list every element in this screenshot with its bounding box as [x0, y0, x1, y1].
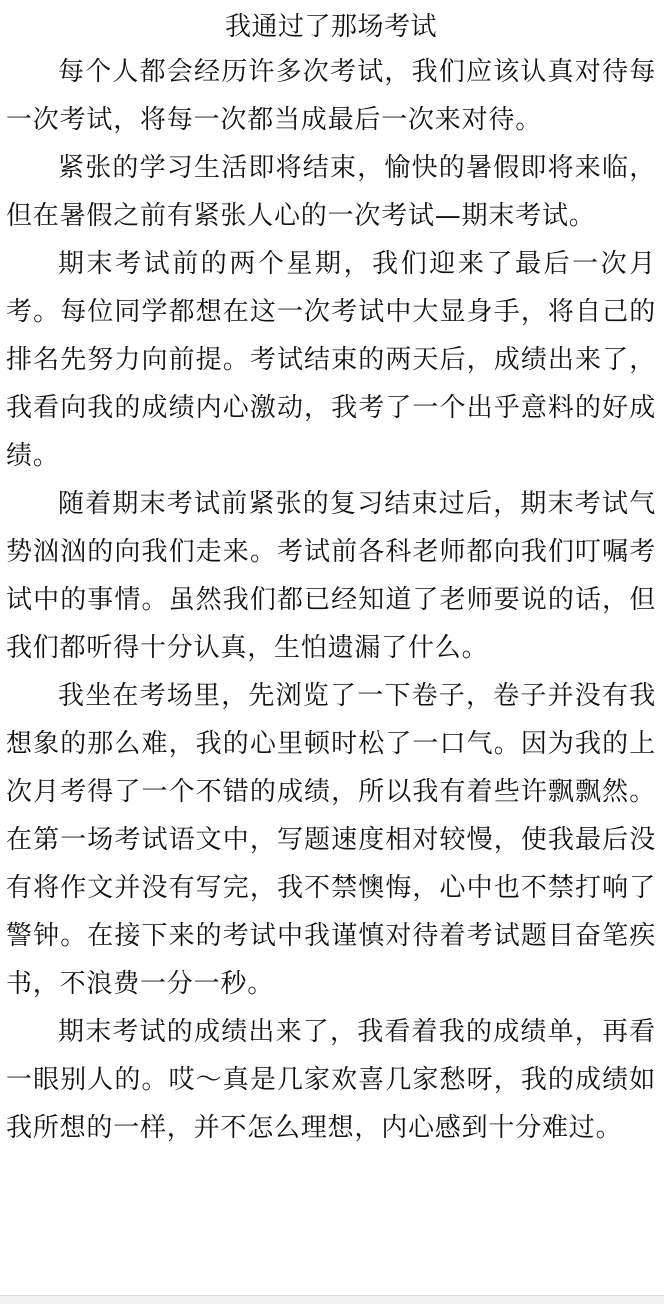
article-title: 我通过了那场考试	[224, 12, 437, 42]
article-paragraph: 期末考试的成绩出来了，我看着我的成绩单，再看一眼别人的。哎～真是几家欢喜几家愁呀，我的成绩如我所想的一样，并不怎么理想，内心感到十分难过。	[6, 1017, 656, 1143]
article-paragraph: 紧张的学习生活即将结束，愉快的暑假即将来临，但在暑假之前有紧张人心的一次考试—期末考试。	[6, 153, 656, 231]
bottom-divider	[0, 1295, 664, 1304]
article-paragraph: 期末考试前的两个星期，我们迎来了最后一次月考。每位同学都想在这一次考试中大显身手，将自己的排名先努力向前提。考试结束的两天后，成绩出来了，我看向我的成绩内心激动，我考了一个出乎意料的好成绩。	[6, 249, 656, 471]
article-paragraph: 随着期末考试前紧张的复习结束过后，期末考试气势汹汹的向我们走来。考试前各科老师都向我们叮嘱考试中的事情。虽然我们都已经知道了老师要说的话，但我们都听得十分认真，生怕遗漏了什么。	[6, 489, 656, 663]
article-paragraph: 我坐在考场里，先浏览了一下卷子，卷子并没有我想象的那么难，我的心里顿时松了一口气。因为我的上次月考得了一个不错的成绩，所以我有着些许飘飘然。在第一场考试语文中，写题速度相对较慢，使我最后没有将作文并没有写完，我不禁懊悔，心中也不禁打响了警钟。在接下来的考试中我谨慎对待着考试题目奋笔疾书，不浪费一分一秒。	[6, 681, 656, 999]
article	[6, 6, 656, 1152]
article-paragraph: 每个人都会经历许多次考试，我们应该认真对待每一次考试，将每一次都当成最后一次来对待。	[6, 57, 656, 135]
